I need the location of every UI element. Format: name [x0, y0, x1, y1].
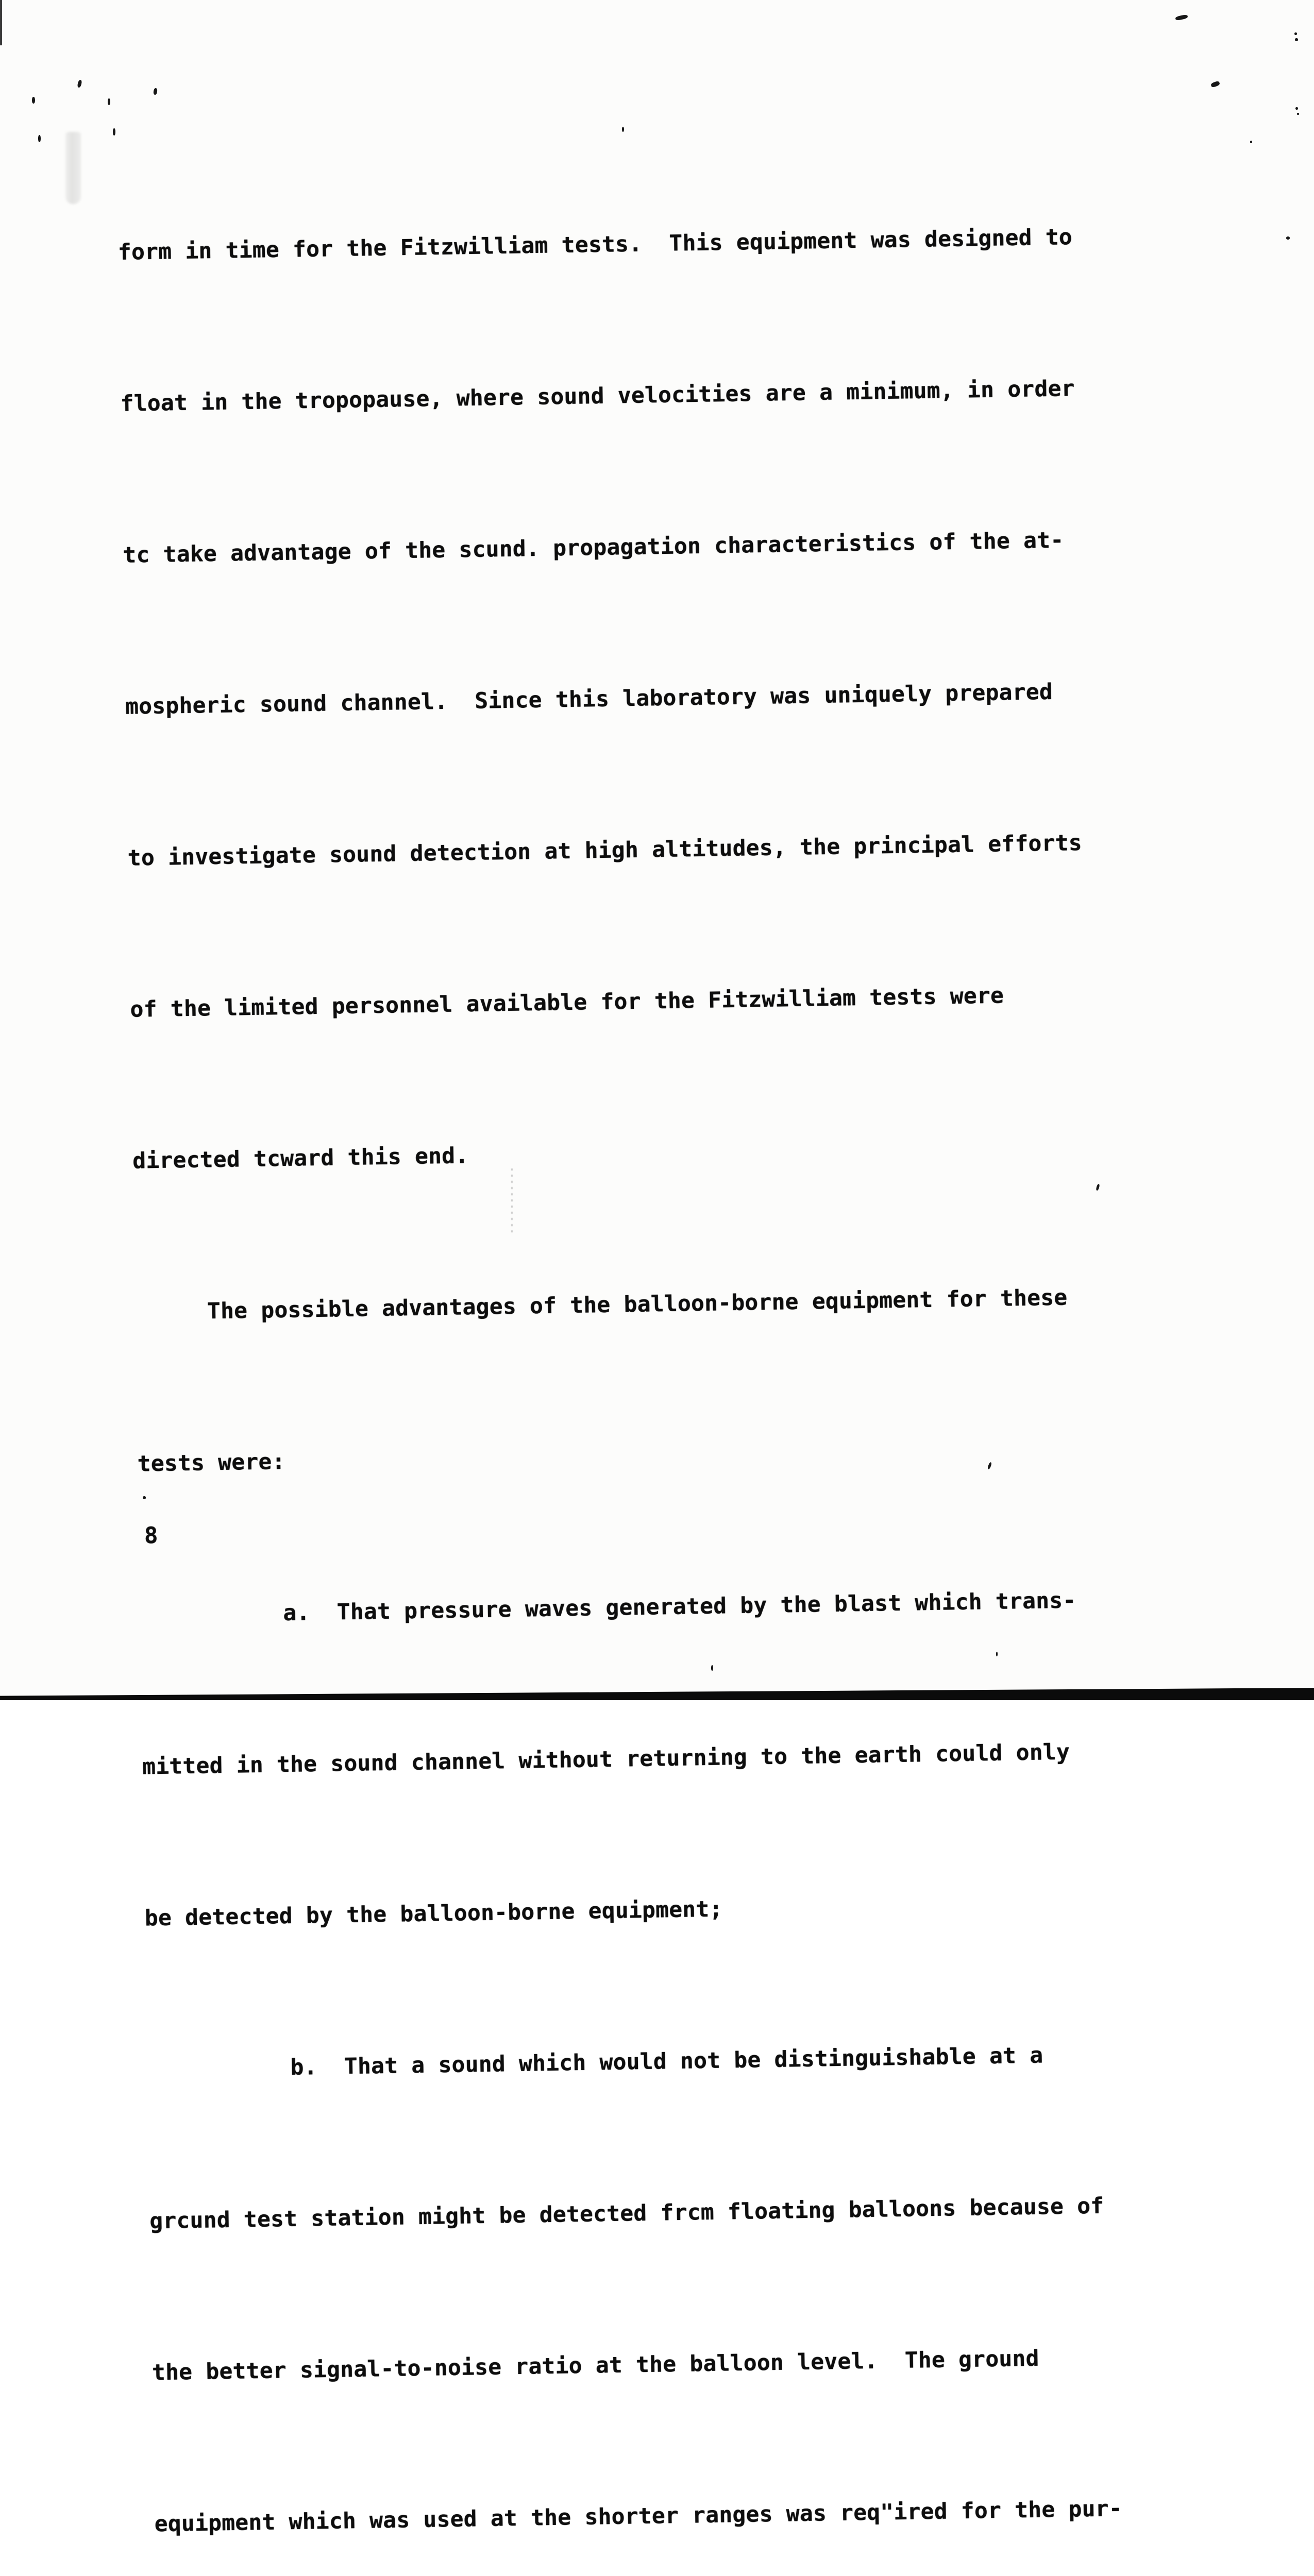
document-text-block	[116, 108, 1285, 2576]
text-line: The possible advantages of the balloon-borne equipment for these	[207, 1284, 1068, 1325]
scan-speck	[711, 1665, 713, 1671]
text-line: float in the tropopause, where sound velocities are a minimum, in order	[120, 376, 1075, 417]
scan-corner-mark	[0, 0, 2, 45]
scan-speck	[143, 1496, 146, 1499]
scan-speck	[1286, 236, 1290, 240]
text-line: equipment which was used at the shorter ranges was req"ired for the pur-	[154, 2496, 1123, 2537]
scan-speck	[996, 1652, 998, 1656]
text-line: to investigate sound detection at high altitudes, the principal efforts	[127, 830, 1083, 871]
text-line: directed tcward this end.	[132, 1143, 469, 1174]
scan-speck	[32, 97, 35, 104]
scan-speck	[108, 98, 110, 105]
scan-speck	[622, 127, 624, 132]
scan-speck	[153, 88, 158, 95]
text-line: grcund test station might be detected frcm floating balloons because of	[149, 2193, 1104, 2234]
scan-smudge	[65, 132, 81, 204]
text-line-item-b: b. That a sound which would not be distinguishable at a	[290, 2042, 1043, 2081]
scan-speck	[1175, 14, 1188, 21]
scan-speck	[113, 128, 115, 135]
scan-speck	[1297, 113, 1299, 115]
scan-speck	[1294, 32, 1297, 35]
page-number: 8	[144, 1522, 159, 1549]
text-line: tests were:	[137, 1449, 286, 1477]
text-line: form in time for the Fitzwilliam tests. This equipment was designed to	[117, 224, 1073, 265]
scan-speck	[1210, 80, 1220, 88]
text-line: mospheric sound channel. Since this laboratory was uniquely prepared	[125, 679, 1053, 720]
text-line: mitted in the sound channel without returning to the earth could only	[142, 1739, 1070, 1780]
scan-speck	[77, 79, 82, 88]
text-line: the better signal-to-noise ratio at the balloon level. The ground	[151, 2345, 1040, 2386]
text-line: be detected by the balloon-borne equipment;	[144, 1896, 723, 1931]
text-line-item-a: a. That pressure waves generated by the blast which trans-	[282, 1587, 1076, 1626]
text-line: tc take advantage of the scund. propagation characteristics of the at-	[122, 527, 1064, 568]
scan-speck	[1295, 38, 1298, 41]
text-line: of the limited personnel available for the Fitzwilliam tests were	[130, 982, 1004, 1023]
scan-speck	[1250, 141, 1252, 143]
scan-speck	[38, 135, 41, 142]
scan-speck	[1295, 107, 1298, 110]
